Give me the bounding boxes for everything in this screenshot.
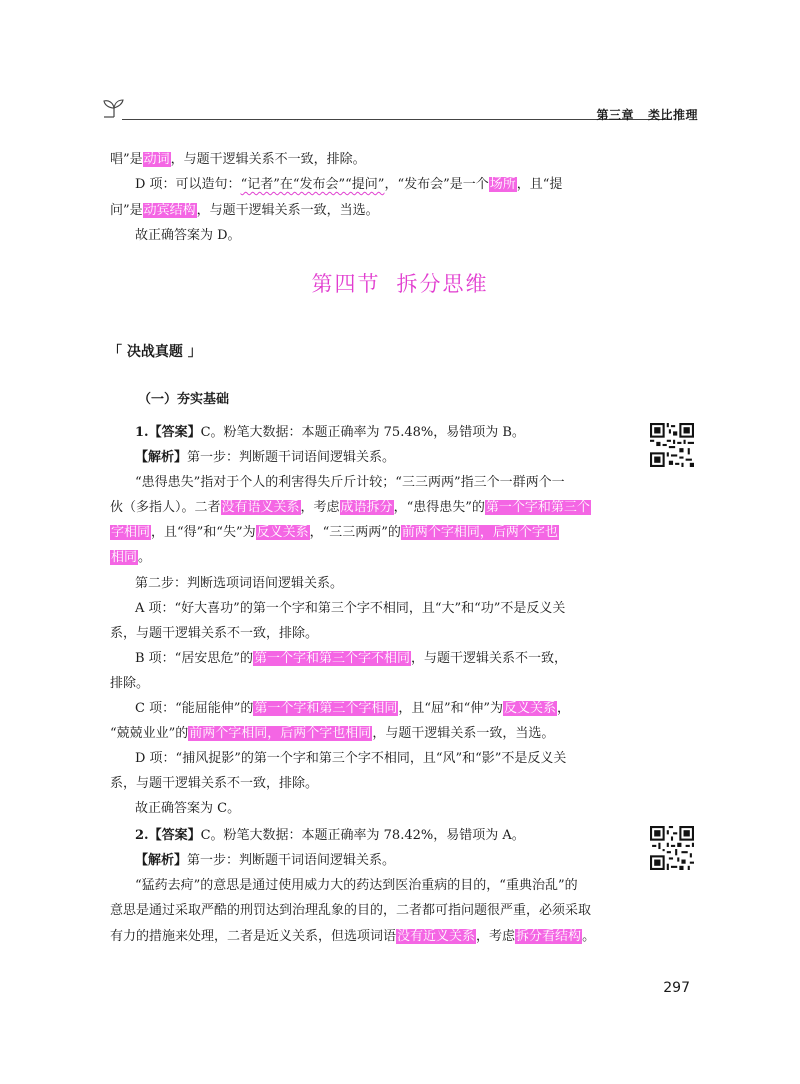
section-title: 第四节 拆分思维 [311,272,489,296]
paragraph-line: D 项：可以造句：“记者”在“发布会”“提问”，“发布会”是一个场所，且“提 [135,177,563,192]
paragraph-line: “兢兢业业”的前两个字相同，后两个字也相同，与题干逻辑关系一致，当选。 [110,726,555,741]
paragraph-line: 系，与题干逻辑关系不一致，排除。 [110,776,319,791]
paragraph-line: “患得患失”指对于个人的利害得失斤斤计较；“三三两两”指三个一群两个一 [135,475,565,490]
subsection-title: （一）夯实基础 [138,392,230,407]
paragraph-line: 有力的措施来处理，二者是近义关系，但选项词语没有近义关系，考虑拆分看结构。 [110,929,596,944]
paragraph-line: 问”是动宾结构，与题干逻辑关系一致，当选。 [110,203,379,218]
running-header [100,96,700,130]
paragraph-line: 第二步：判断选项词语间逻辑关系。 [135,576,344,591]
answer-line: 2.【答案】C。粉笔大数据：本题正确率为 78.42%，易错项为 A。 [135,828,525,843]
analysis-line: 【解析】第一步：判断题干词语间逻辑关系。 [135,853,396,868]
paragraph-line: 字相同，且“得”和“失”为反义关系，“三三两两”的前两个字相同，后两个字也 [111,525,558,540]
paragraph-line: 故正确答案为 C。 [135,801,241,816]
paragraph-line: D 项：“捕风捉影”的第一个字和第三个字不相同，且“风”和“影”不是反义关 [135,751,567,766]
unit-title: 「 决战真题 」 [108,344,202,360]
page-number: 297 [663,980,690,996]
qr-code-icon[interactable] [650,423,694,467]
paragraph-line: 相同。 [111,550,152,565]
paragraph-line: A 项：“好大喜功”的第一个字和第三个字不相同，且“大”和“功”不是反义关 [135,601,566,616]
header-rule [122,119,670,120]
paragraph-line: 伙（多指人）。二者没有语义关系，考虑成语拆分，“患得患失”的第一个字和第三个 [110,500,590,515]
chapter-label: 第三章 类比推理 [596,108,698,122]
answer-line: 1.【答案】C。粉笔大数据：本题正确率为 75.48%，易错项为 B。 [135,425,525,440]
sprout-icon [102,98,126,118]
paragraph-line: B 项：“居安思危”的第一个字和第三个字不相同，与题干逻辑关系不一致， [135,651,568,666]
paragraph-line: C 项：“能屈能伸”的第一个字和第三个字相同，且“屈”和“伸”为反义关系， [135,701,571,716]
paragraph-line: 系，与题干逻辑关系不一致，排除。 [110,626,319,641]
paragraph-line: 意思是通过采取严酷的刑罚达到治理乱象的目的，二者都可指问题很严重，必须采取 [110,903,592,918]
paragraph-line: 排除。 [110,676,150,691]
paragraph-line: 故正确答案为 D。 [135,228,241,243]
paragraph-line: “猛药去疴”的意思是通过使用威力大的药达到医治重病的目的，“重典治乱”的 [135,878,578,893]
analysis-line: 【解析】第一步：判断题干词语间逻辑关系。 [135,450,396,465]
qr-code-icon[interactable] [650,826,694,870]
paragraph-line: 唱”是动词，与题干逻辑关系不一致，排除。 [110,152,366,167]
